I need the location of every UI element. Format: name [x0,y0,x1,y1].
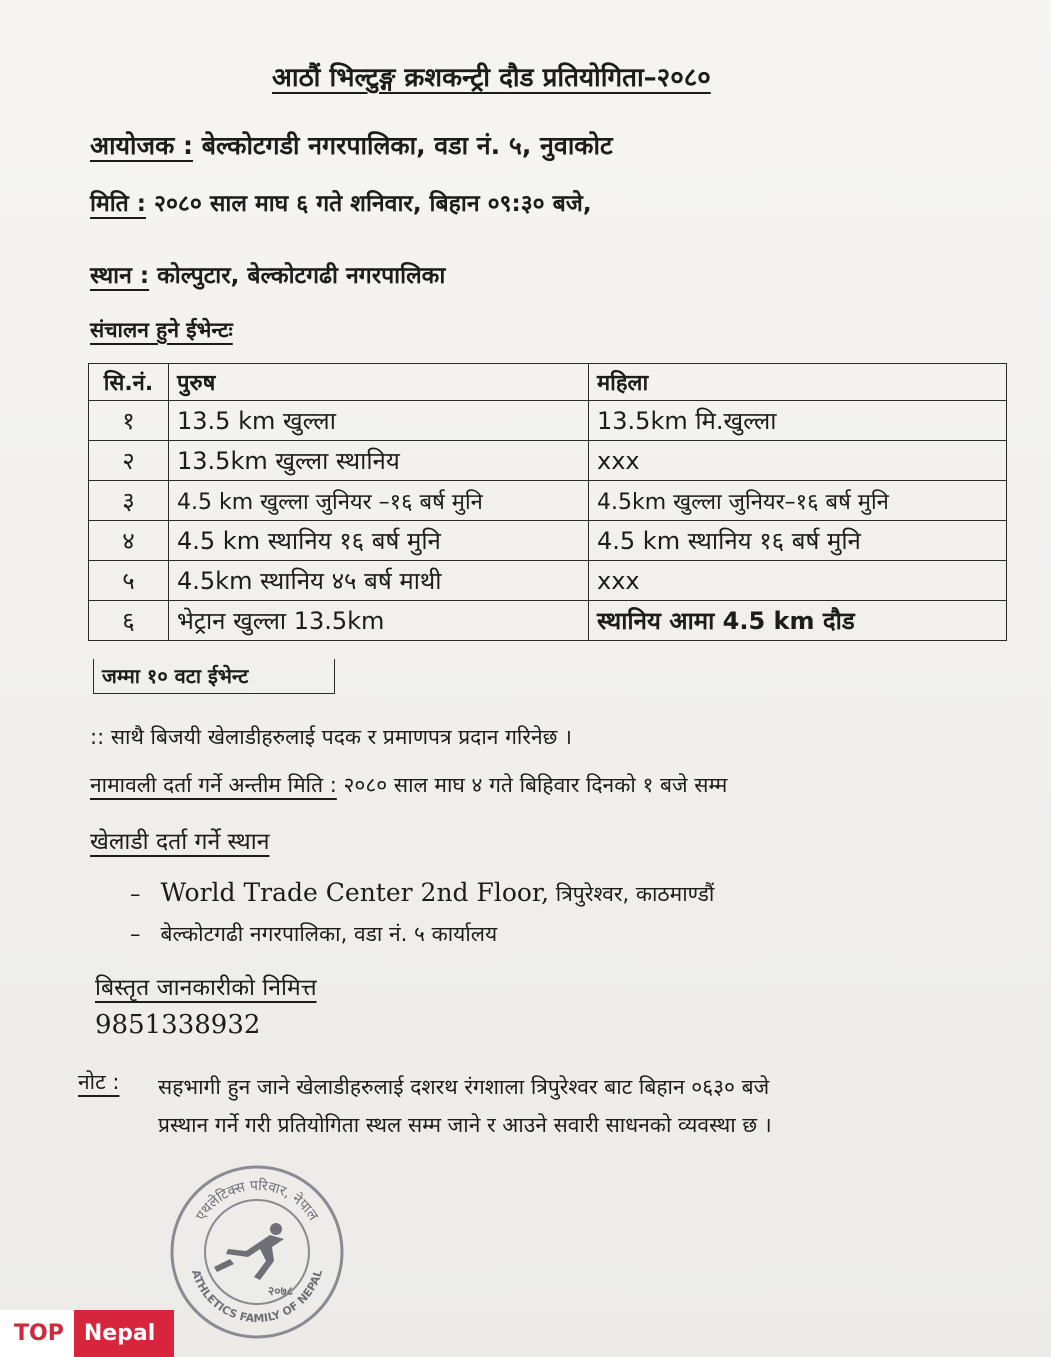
page-title: आठौं भिल्टुङ्ग क्रशकन्ट्री दौड प्रतियोगिता–२०८० [272,63,711,93]
place-en: World Trade Center 2nd Floor, [160,878,550,907]
note-label-text: नोट : [78,1070,120,1094]
row-men: 4.5 km खुल्ला जुनियर –१६ बर्ष मुनि [169,481,589,521]
row-men: 4.5km स्थानिय ४५ बर्ष माथी [169,561,589,601]
row-men: 13.5 km खुल्ला [169,401,589,441]
award-note: :: साथै बिजयी खेलाडीहरुलाई पदक र प्रमाणपत्र प्रदान गरिनेछ । [90,725,572,749]
venue-label: स्थान : [90,263,150,289]
contact-heading-text: बिस्तृत जानकारीको निमित्त [95,975,317,1001]
place-np: बेल्कोटगढी नगरपालिका, वडा नं. ५ कार्यालय [160,922,498,946]
runner-icon [214,1223,284,1280]
events-heading [90,316,233,344]
table-row [89,481,1007,521]
row-women: स्थानिय आमा 4.5 km दौड [589,601,1007,641]
row-women: xxx [589,561,1007,601]
place-np: त्रिपुरेश्वर, काठमाण्डौं [555,882,715,906]
table-row [89,521,1007,561]
events-heading-text: संचालन हुने ईभेन्टः [90,318,233,342]
deadline-value: २०८० साल माघ ४ गते बिहिवार दिनको १ बजे सम्म [343,773,728,797]
row-women: 13.5km मि.खुल्ला [589,401,1007,441]
athletics-seal-icon [168,1163,346,1341]
list-item [130,920,497,948]
deadline-line [90,771,727,799]
table-row [89,601,1007,641]
dash-icon: – [130,882,154,906]
row-men: 13.5km खुल्ला स्थानिय [169,441,589,481]
row-sn: ३ [89,481,169,521]
table-row [89,561,1007,601]
header-men: पुरुष [169,364,589,401]
table-header-row [89,364,1007,401]
organizer-label: आयोजक : [90,131,193,160]
list-item [130,878,714,908]
table-row [89,441,1007,481]
events-total: जम्मा १० वटा ईभेन्ट [93,659,335,694]
contact-phone: 9851338932 [95,1010,261,1040]
venue-line [90,258,445,290]
row-men: 4.5 km स्थानिय १६ बर्ष मुनि [169,521,589,561]
date-line [90,186,592,218]
topnepal-watermark [0,1310,174,1357]
contact-heading [95,970,317,1002]
seal-top-text: एथलेटिक्स परिवार, नेपाल [192,1177,322,1224]
organizer-line [90,128,613,162]
deadline-label: नामावली दर्ता गर्ने अन्तीम मिति : [90,773,337,797]
row-women: 4.5 km स्थानिय १६ बर्ष मुनि [589,521,1007,561]
row-men: भेट्रान खुल्ला 13.5km [169,601,589,641]
header-women: महिला [589,364,1007,401]
note-line-1: सहभागी हुन जाने खेलाडीहरुलाई दशरथ रंगशाला त्रिपुरेश्वर बाट बिहान ०६३० बजे [158,1075,770,1099]
seal-bottom-text: ATHLETICS FAMILY OF NEPAL [188,1268,326,1326]
dash-icon: – [130,922,154,946]
row-sn: ६ [89,601,169,641]
row-women: xxx [589,441,1007,481]
watermark-part2: Nepal [74,1310,174,1357]
venue-value: कोल्पुटार, बेल्कोटगढी नगरपालिका [157,263,446,289]
date-label: मिति : [90,191,146,217]
note-body [158,1068,978,1144]
row-sn: ४ [89,521,169,561]
table-row [89,401,1007,441]
note-line-2: प्रस्थान गर्ने गरी प्रतियोगिता स्थल सम्म जाने र आउने सवारी साधनको व्यवस्था छ । [158,1113,772,1137]
row-women: 4.5km खुल्ला जुनियर–१६ बर्ष मुनि [589,481,1007,521]
row-sn: २ [89,441,169,481]
seal-year: २०७८ [268,1284,293,1298]
row-sn: १ [89,401,169,441]
note-label [78,1068,119,1096]
date-value: २०८० साल माघ ६ गते शनिवार, बिहान ०९:३० बजे, [154,191,592,217]
header-sn: सि.नं. [89,364,169,401]
registration-heading-text: खेलाडी दर्ता गर्ने स्थान [90,829,270,855]
registration-heading [90,824,269,856]
events-table [88,363,1007,641]
organizer-value: बेल्कोटगडी नगरपालिका, वडा नं. ५, नुवाकोट [201,131,613,160]
row-sn: ५ [89,561,169,601]
watermark-part1: TOP [0,1310,74,1357]
